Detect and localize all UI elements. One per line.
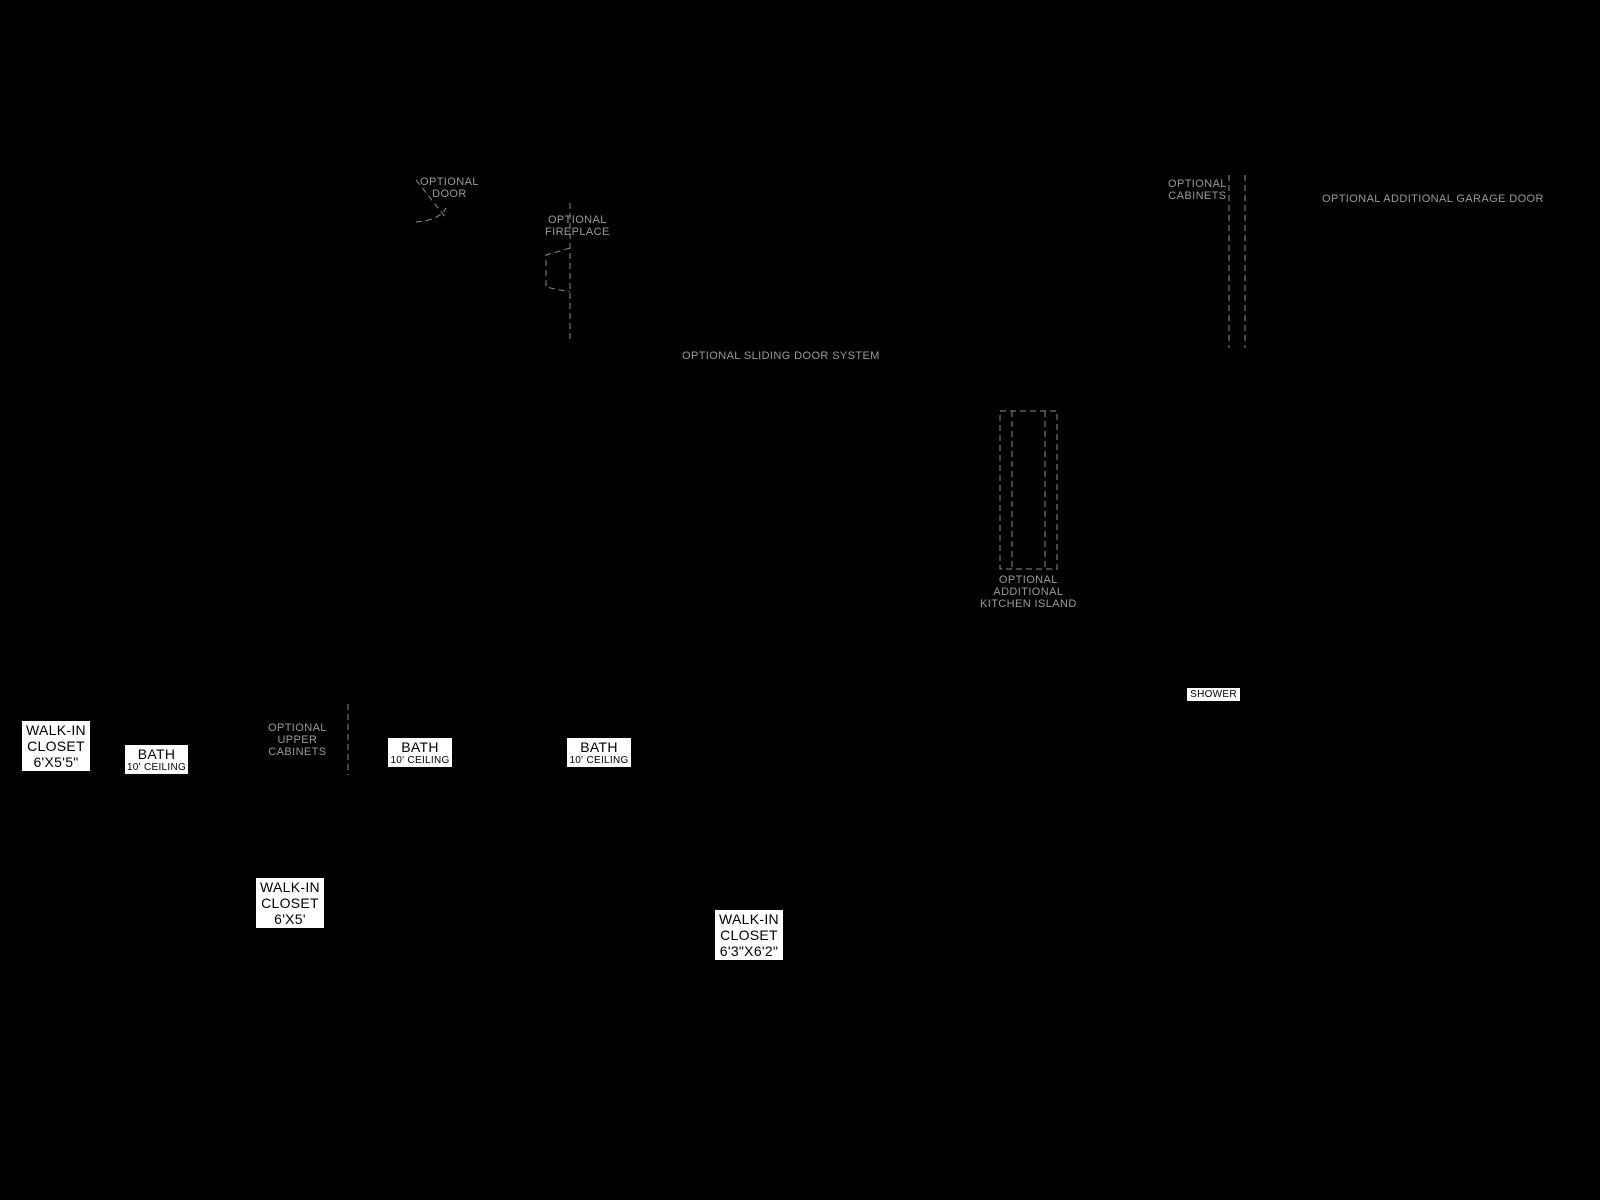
room-name: CLOSET bbox=[720, 927, 778, 943]
label-line: OPTIONAL bbox=[998, 574, 1058, 586]
optional-island-outer bbox=[1000, 411, 1057, 569]
room-size: 6'3"X6'2" bbox=[719, 943, 779, 959]
label-line: OPTIONAL bbox=[268, 722, 327, 734]
shower-label: SHOWER bbox=[1187, 688, 1240, 701]
room-name: CLOSET bbox=[27, 738, 85, 754]
room-name: BATH bbox=[580, 739, 618, 755]
room-size: 6'X5'5" bbox=[33, 754, 79, 770]
optional-fireplace-hearth bbox=[546, 248, 570, 292]
label-line: CABINETS bbox=[268, 746, 327, 758]
optional-fireplace-label bbox=[545, 214, 610, 238]
label-line: OPTIONAL bbox=[547, 214, 607, 226]
label-line: UPPER bbox=[277, 734, 318, 746]
room-name: BATH bbox=[137, 746, 176, 762]
optional-door-swing bbox=[416, 208, 446, 222]
label-line: OPTIONAL bbox=[420, 176, 479, 188]
label-line: KITCHEN ISLAND bbox=[980, 598, 1077, 610]
bath-3-label bbox=[567, 738, 631, 767]
optional-door-label bbox=[420, 176, 479, 200]
walk-in-closet-1-label bbox=[22, 721, 90, 771]
room-name: BATH bbox=[401, 739, 439, 755]
optional-kitchen-island-label bbox=[980, 574, 1077, 610]
room-name: WALK-IN bbox=[719, 911, 779, 927]
walk-in-closet-2-label bbox=[256, 878, 324, 928]
ceiling-height: 10' CEILING bbox=[390, 755, 450, 766]
label-line: DOOR bbox=[432, 188, 467, 200]
label-line: ADDITIONAL bbox=[993, 586, 1064, 598]
optional-garage-door-label: OPTIONAL ADDITIONAL GARAGE DOOR bbox=[1322, 193, 1544, 205]
room-name: CLOSET bbox=[261, 895, 319, 911]
label-line: OPTIONAL bbox=[1168, 178, 1227, 190]
bath-2-label bbox=[388, 738, 452, 767]
room-size: 6'X5' bbox=[274, 911, 306, 927]
room-name: WALK-IN bbox=[260, 879, 320, 895]
room-name: WALK-IN bbox=[26, 722, 86, 738]
optional-sliding-door-label: OPTIONAL SLIDING DOOR SYSTEM bbox=[682, 350, 880, 362]
optional-upper-cabinets-label bbox=[268, 722, 327, 758]
optional-cabinets-label bbox=[1168, 178, 1227, 202]
bath-1-label bbox=[125, 745, 188, 774]
label-line: CABINETS bbox=[1168, 190, 1227, 202]
ceiling-height: 10' CEILING bbox=[569, 755, 629, 766]
ceiling-height: 10' CEILING bbox=[126, 762, 187, 773]
walk-in-closet-3-label bbox=[715, 910, 783, 960]
label-line: FIREPLACE bbox=[545, 226, 610, 238]
